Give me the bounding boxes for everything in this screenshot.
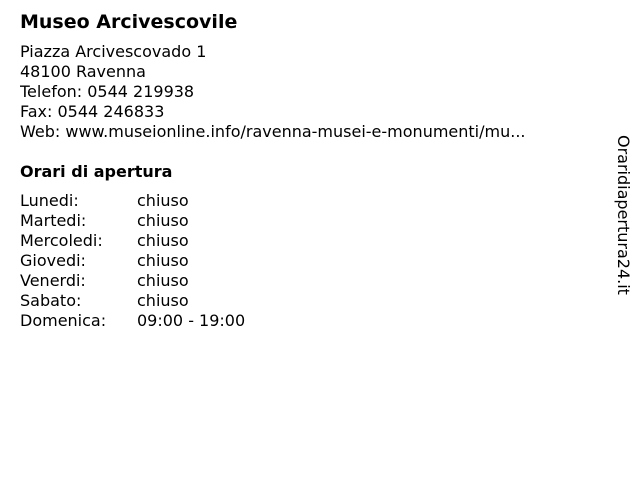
time-value: chiuso — [137, 291, 189, 310]
day-label: Mercoledi: — [20, 231, 103, 250]
site-watermark: Oraridiapertura24.it — [614, 135, 633, 295]
business-card — [20, 10, 595, 331]
time-value: chiuso — [137, 231, 189, 250]
address-city: 48100 Ravenna — [20, 62, 146, 81]
website-link[interactable]: Web: www.museionline.info/ravenna-musei-e-monumenti/mu... — [20, 122, 526, 141]
day-label: Lunedi: — [20, 191, 79, 210]
contact-details — [20, 42, 595, 142]
address-street: Piazza Arcivescovado 1 — [20, 42, 207, 61]
time-value: chiuso — [137, 191, 189, 210]
opening-hours-table — [20, 191, 595, 331]
day-label: Sabato: — [20, 291, 82, 310]
day-label: Venerdi: — [20, 271, 86, 290]
hours-row-saturday — [20, 291, 595, 311]
time-value: chiuso — [137, 271, 189, 290]
museum-name: Museo Arcivescovile — [20, 11, 238, 33]
hours-row-thursday — [20, 251, 595, 271]
fax-number: Fax: 0544 246833 — [20, 102, 165, 121]
hours-row-monday — [20, 191, 595, 211]
hours-row-friday — [20, 271, 595, 291]
hours-row-tuesday — [20, 211, 595, 231]
opening-hours-heading: Orari di apertura — [20, 162, 173, 181]
time-value: 09:00 - 19:00 — [137, 311, 246, 330]
hours-row-wednesday — [20, 231, 595, 251]
time-value: chiuso — [137, 211, 189, 230]
phone-number: Telefon: 0544 219938 — [20, 82, 195, 101]
day-label: Giovedi: — [20, 251, 86, 270]
time-value: chiuso — [137, 251, 189, 270]
day-label: Martedi: — [20, 211, 87, 230]
day-label: Domenica: — [20, 311, 107, 330]
hours-row-sunday — [20, 311, 595, 331]
